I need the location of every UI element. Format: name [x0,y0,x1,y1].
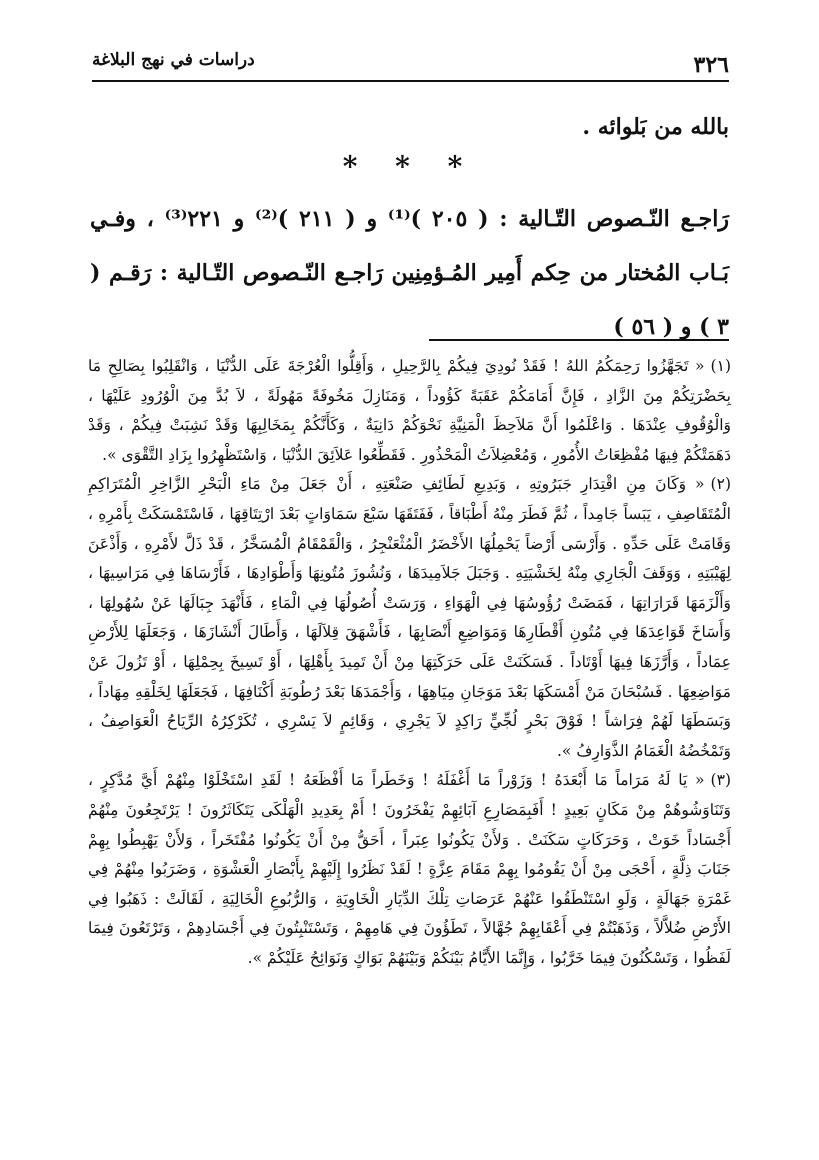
footnote-number: (٣) [710,771,731,790]
footnote [88,766,731,973]
cross-reference-paragraph: رَاجـع النّـصوص التّـالية : ( ٢٠٥ )⁽¹⁾ و ( ٢١١ )⁽²⁾ و ٢٢١⁽³⁾ ، وفـي بَـاب المُختار من حِكم أَمِير المُـؤمِنِين رَاجـع النّـصوص التّـالية : رَقـم ( ٣ ) و ( ٥٦ ) [90,206,729,340]
page-number: ٣٢٦ [693,52,729,78]
footnote [88,352,731,470]
footnote-number: (١) [710,357,731,375]
footnote-number: (٢) [710,475,731,494]
footnotes [88,352,731,973]
section-separator: * * * [342,150,477,183]
footnote-text: « تَجَهَّزُوا رَحِمَكُمُ اللهُ ! فَقَدْ نُودِيَ فِيكُمْ بِالرَّحِيلِ ، وَأَقِلُّوا الْعُرْجَةَ عَلَى الدُّنْيَا ، وَانْقَلِبُوا بِصَالِحِ مَا بِحَضْرَتِكُمْ مِنَ الزَّادِ ، فَإِنَّ أَمَامَكُمْ عَقَبَةً كَؤُوداً ، وَمَنَازِلَ مَخُوفَةً مَهُولَةً ، لاَ بُدَّ مِنَ الْوُرُودِ عَلَيْهَا ، وَالْوُقُوفِ عِنْدَهَا . وَاعْلَمُوا أَنَّ مَلاَحِظَ الْمَنِيَّةِ نَحْوَكُمْ دَانِيَةٌ ، وَكَأَنَّكُمْ بِمَخَالِبِهَا وَقَدْ نَشِبَتْ فِيكُمْ ، وَقَدْ دَهَمَتْكُمْ فِيهَا مُفْظِعَاتُ الأُمُورِ ، وَمُعْضِلاَتُ الْمَحْذُورِ . فَقَطِّعُوا عَلاَئِقَ الدُّنْيَا ، وَاسْتَظْهِرُوا بِزَادِ التَّقْوَى ». [88,357,731,464]
page-header [92,44,729,82]
footnote [88,470,731,766]
closing-line: بالله من بَلوائه . [582,114,729,140]
running-title: دراسات في نهج البلاغة [92,50,255,70]
footnote-text: « وَكَانَ مِنِ اقْتِدَارِ جَبَرُوتِهِ ، وَبَدِيعِ لَطَائِفِ صَنْعَتِهِ ، أَنْ جَعَلَ مِنْ مَاءِ الْبَحْرِ الزَّاخِرِ الْمُتَرَاكِمِ الْمُتَقَاصِفِ ، يَبَساً جَامِداً ، ثُمَّ فَطَرَ مِنْهُ أَطْبَاقاً ، فَفَتَقَهَا سَبْعَ سَمَاوَاتٍ بَعْدَ ارْتِتَاقِهَا ، فَاسْتَمْسَكَتْ بِأَمْرِهِ ، وَقَامَتْ عَلَى حَدِّهِ . وَأَرْسَى أَرْضاً يَحْمِلُهَا الأَخْضَرُ الْمُثْعَنْجِرُ ، وَالْقَمْقَامُ الْمُسَخَّرُ ، قَدْ ذَلَّ لأَمْرِهِ ، وَأَذْعَنَ لِهَيْبَتِهِ ، وَوَقَفَ الْجَارِي مِنْهُ لِخَشْيَتِهِ . وَجَبَلَ جَلاَمِيدَهَا ، وَنُشُوزَ مُتُونِهَا وَأَطْوَادِهَا ، فَأَرْسَاهَا فِي مَرَاسِيهَا ، وَأَلْزَمَهَا قَرَارَاتِهَا ، فَمَضَتْ رُؤُوسُهَا فِي الْهَوَاءِ ، وَرَسَتْ أُصُولُهَا فِي الْمَاءِ ، فَأَنْهَدَ جِبَالَهَا عَنْ سُهُولِهَا ، وَأَسَاخَ قَوَاعِدَهَا فِي مُتُونِ أَقْطَارِهَا وَمَوَاضِعِ أَنْصَابِهَا ، فَأَشْهَقَ قِلاَلَهَا ، وَأَطَالَ أَنْشَازَهَا ، وَجَعَلَهَا لِلأَرْضِ عِمَاداً ، وَأَرَّزَهَا فِيهَا أَوْتَاداً . فَسَكَنَتْ عَلَى حَرَكَتِهَا مِنْ أَنْ تَمِيدَ بِأَهْلِهَا ، أَوْ تَسِيخَ بِحِمْلِهَا ، أَوْ تَزُولَ عَنْ مَوَاضِعِهَا . فَسُبْحَانَ مَنْ أَمْسَكَهَا بَعْدَ مَوَجَانِ مِيَاهِهَا ، وَأَجْمَدَهَا بَعْدَ رُطُوبَةِ أَكْنَافِهَا ، فَجَعَلَهَا لِخَلْقِهِ مِهَاداً ، وَبَسَطَهَا لَهُمْ فِرَاشاً ! فَوْقَ بَحْرٍ لُجِّيٍّ رَاكِدٍ لاَ يَجْرِي ، وَقَائِمٍ لاَ يَسْرِي ، تُكَرْكِرُهُ الرِّيَاحُ الْعَوَاصِفُ ، وَتَمْخُضُهُ الْغَمَامُ الذَّوَارِفُ ». [88,475,731,760]
footnote-rule [429,339,729,341]
footnote-text: « يَا لَهُ مَرَاماً مَا أَبْعَدَهُ ! وَزَوْراً مَا أَغْفَلَهُ ! وَخَطَراً مَا أَفْظَعَهُ ! لَقَدِ اسْتَخْلَوْا مِنْهُمْ أَيَّ مُدَّكِرٍ ، وَتَنَاوَشُوهُمْ مِنْ مَكَانٍ بَعِيدٍ ! أَفَبِمَصَارِعِ آبَائِهِمْ يَفْخَرُونَ ! أَمْ بِعَدِيدِ الْهَلْكَى يَتَكَاثَرُونَ ! يَرْتَجِعُونَ مِنْهُمْ أَجْسَاداً خَوَتْ ، وَحَرَكَاتٍ سَكَنَتْ . وَلأَنْ يَكُونُوا عِبَراً ، أَحَقُّ مِنْ أَنْ يَكُونُوا مُفْتَخَراً ، وَلأَنْ يَهْبِطُوا بِهِمْ جَنَابَ ذِلَّةٍ ، أَحْجَى مِنْ أَنْ يَقُومُوا بِهِمْ مَقَامَ عِزَّةٍ ! لَقَدْ نَظَرُوا إِلَيْهِمْ بِأَبْصَارِ الْعَشْوَةِ ، وَضَرَبُوا مِنْهُمْ فِي غَمْرَةِ جَهَالَةٍ ، وَلَوِ اسْتَنْطَقُوا عَنْهُمْ عَرَصَاتِ تِلْكَ الدِّيَارِ الْخَاوِيَةِ ، وَالرُّبُوعِ الْخَالِيَةِ ، لَقَالَتْ : ذَهَبُوا فِي الأَرْضِ ضُلاَّلاً ، وَذَهَبْتُمْ فِي أَعْقَابِهِمْ جُهَّالاً ، تَطَؤُونَ فِي هَامِهِمْ ، وَتَسْتَنْبِتُونَ فِي أَجْسَادِهِمْ ، وَتَرْتَعُونَ فِيمَا لَفَظُوا ، وَتَسْكُنُونَ فِيمَا خَرَّبُوا ، وَإِنَّمَا الأَيَّامُ بَيْنَكُمْ وَبَيْنَهُمْ بَوَاكٍ وَنَوَائِحُ عَلَيْكُمْ ». [88,771,731,967]
